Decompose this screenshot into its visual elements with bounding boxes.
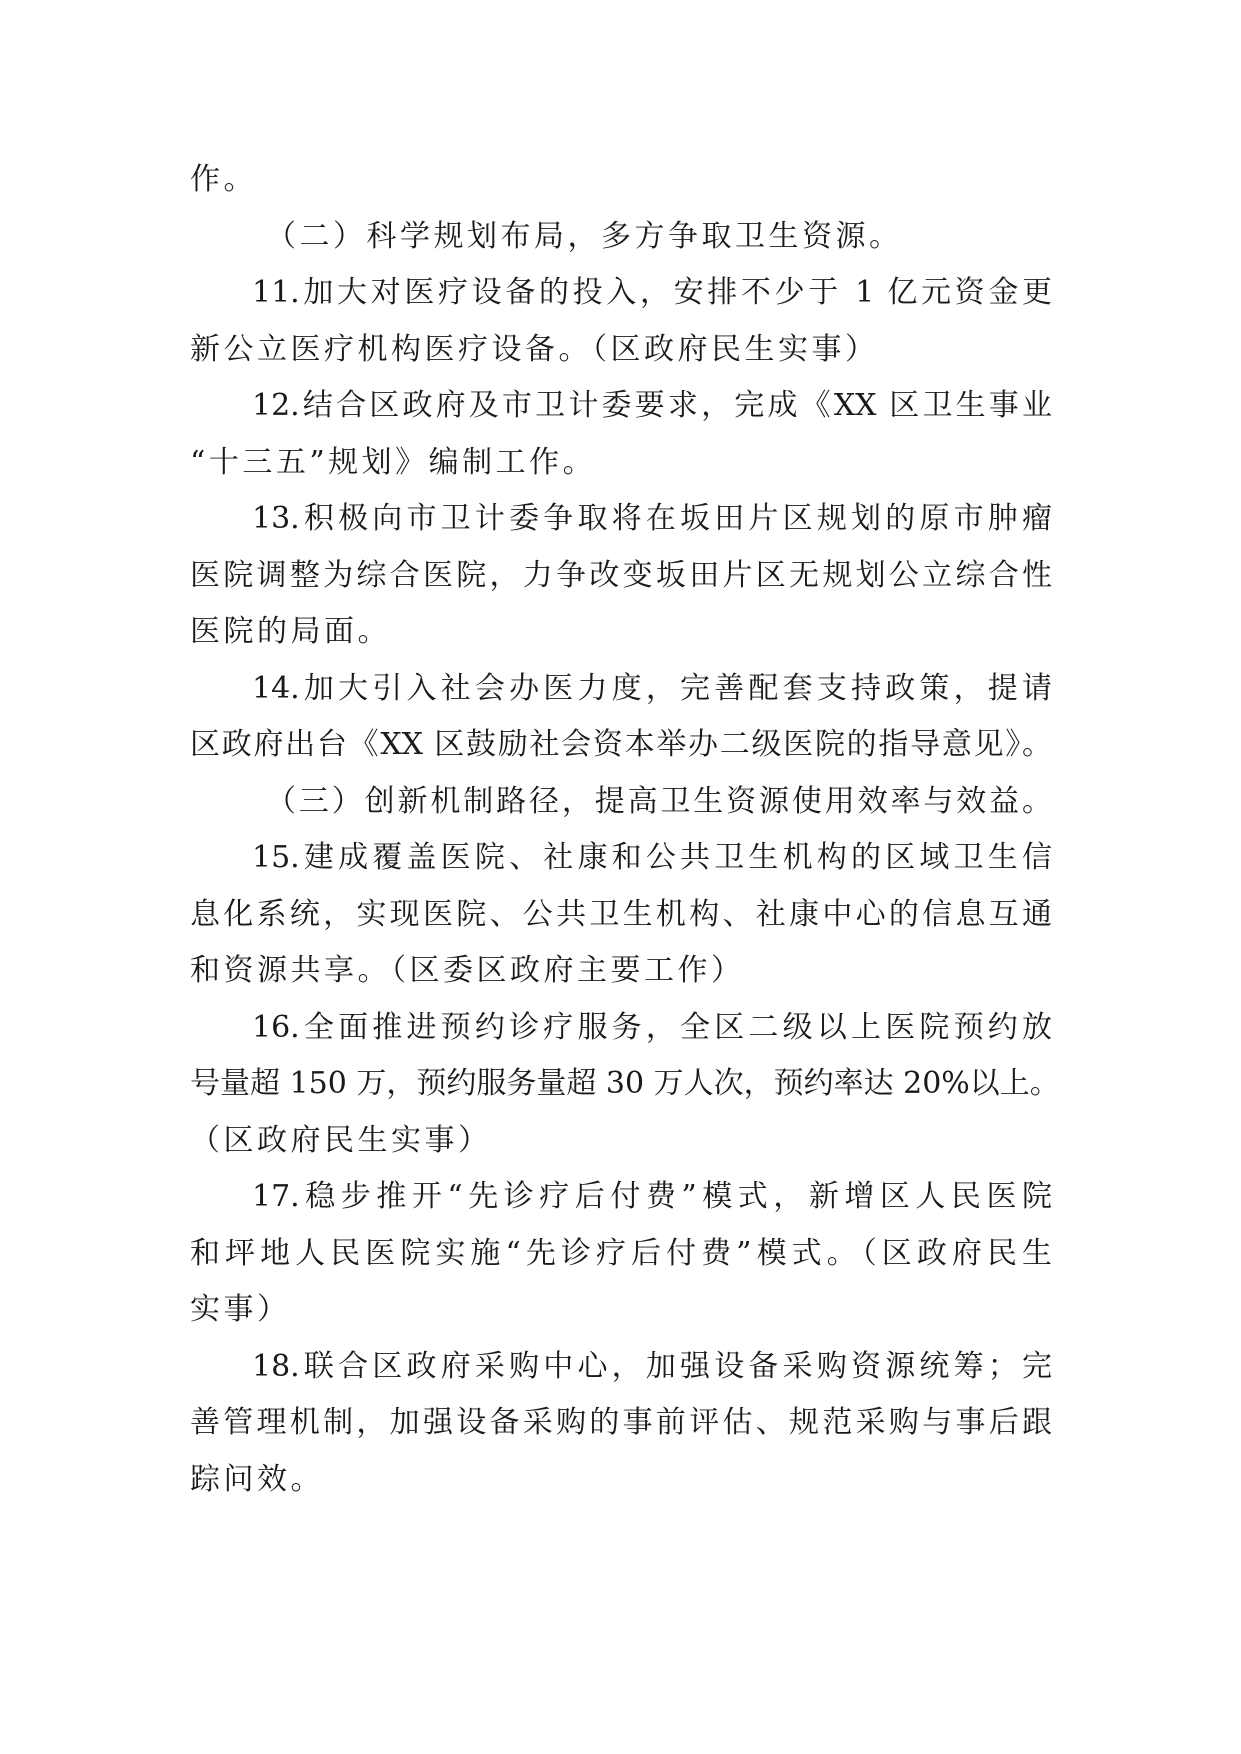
text-line: （二）科学规划布局，多方争取卫生资源。 [266, 218, 903, 254]
text-line: 医院的局面。 [190, 614, 391, 649]
text-line: （区政府民生实事） [190, 1122, 492, 1158]
text-line: 15.建成覆盖医院、社康和公共卫生机构的区域卫生信 [252, 840, 1052, 875]
text-line: 善管理机制，加强设备采购的事前评估、规范采购与事后跟 [190, 1405, 1052, 1440]
text-line: （三）创新机制路径，提高卫生资源使用效率与效益。 [266, 783, 1052, 819]
text-line: 18.联合区政府采购中心，加强设备采购资源统筹；完 [252, 1348, 1052, 1384]
text-line: 13.积极向市卫计委争取将在坂田片区规划的原市肿瘤 [252, 501, 1052, 536]
text-line: 实事） [190, 1292, 291, 1327]
text-line: 区政府出台《XX 区鼓励社会资本举办二级医院的指导意见》。 [190, 727, 1052, 762]
text-line: “十三五”规划》编制工作。 [190, 444, 597, 480]
text-line: 作。 [190, 162, 257, 197]
text-line: 17.稳步推开“先诊疗后付费”模式，新增区人民医院 [252, 1179, 1052, 1214]
text-line: 14.加大引入社会办医力度，完善配套支持政策，提请 [252, 670, 1052, 706]
text-line: 踪问效。 [190, 1461, 324, 1497]
text-line: 16.全面推进预约诊疗服务，全区二级以上医院预约放 [252, 1009, 1052, 1045]
text-line: 和资源共享。（区委区政府主要工作） [190, 953, 745, 988]
text-line: 息化系统，实现医院、公共卫生机构、社康中心的信息互通 [190, 896, 1052, 932]
text-line: 医院调整为综合医院，力争改变坂田片区无规划公立综合性 [190, 557, 1052, 593]
text-line: 号量超 150 万，预约服务量超 30 万人次，预约率达 20%以上。 [190, 1066, 1060, 1101]
document-body [190, 152, 1060, 1508]
text-line: 12.结合区政府及市卫计委要求，完成《XX 区卫生事业 [252, 388, 1052, 423]
text-line: 新公立医疗机构医疗设备。（区政府民生实事） [190, 331, 879, 367]
text-line: 和坪地人民医院实施“先诊疗后付费”模式。（区政府民生 [190, 1235, 1052, 1271]
text-line: 11.加大对医疗设备的投入，安排不少于 1 亿元资金更 [252, 275, 1052, 310]
